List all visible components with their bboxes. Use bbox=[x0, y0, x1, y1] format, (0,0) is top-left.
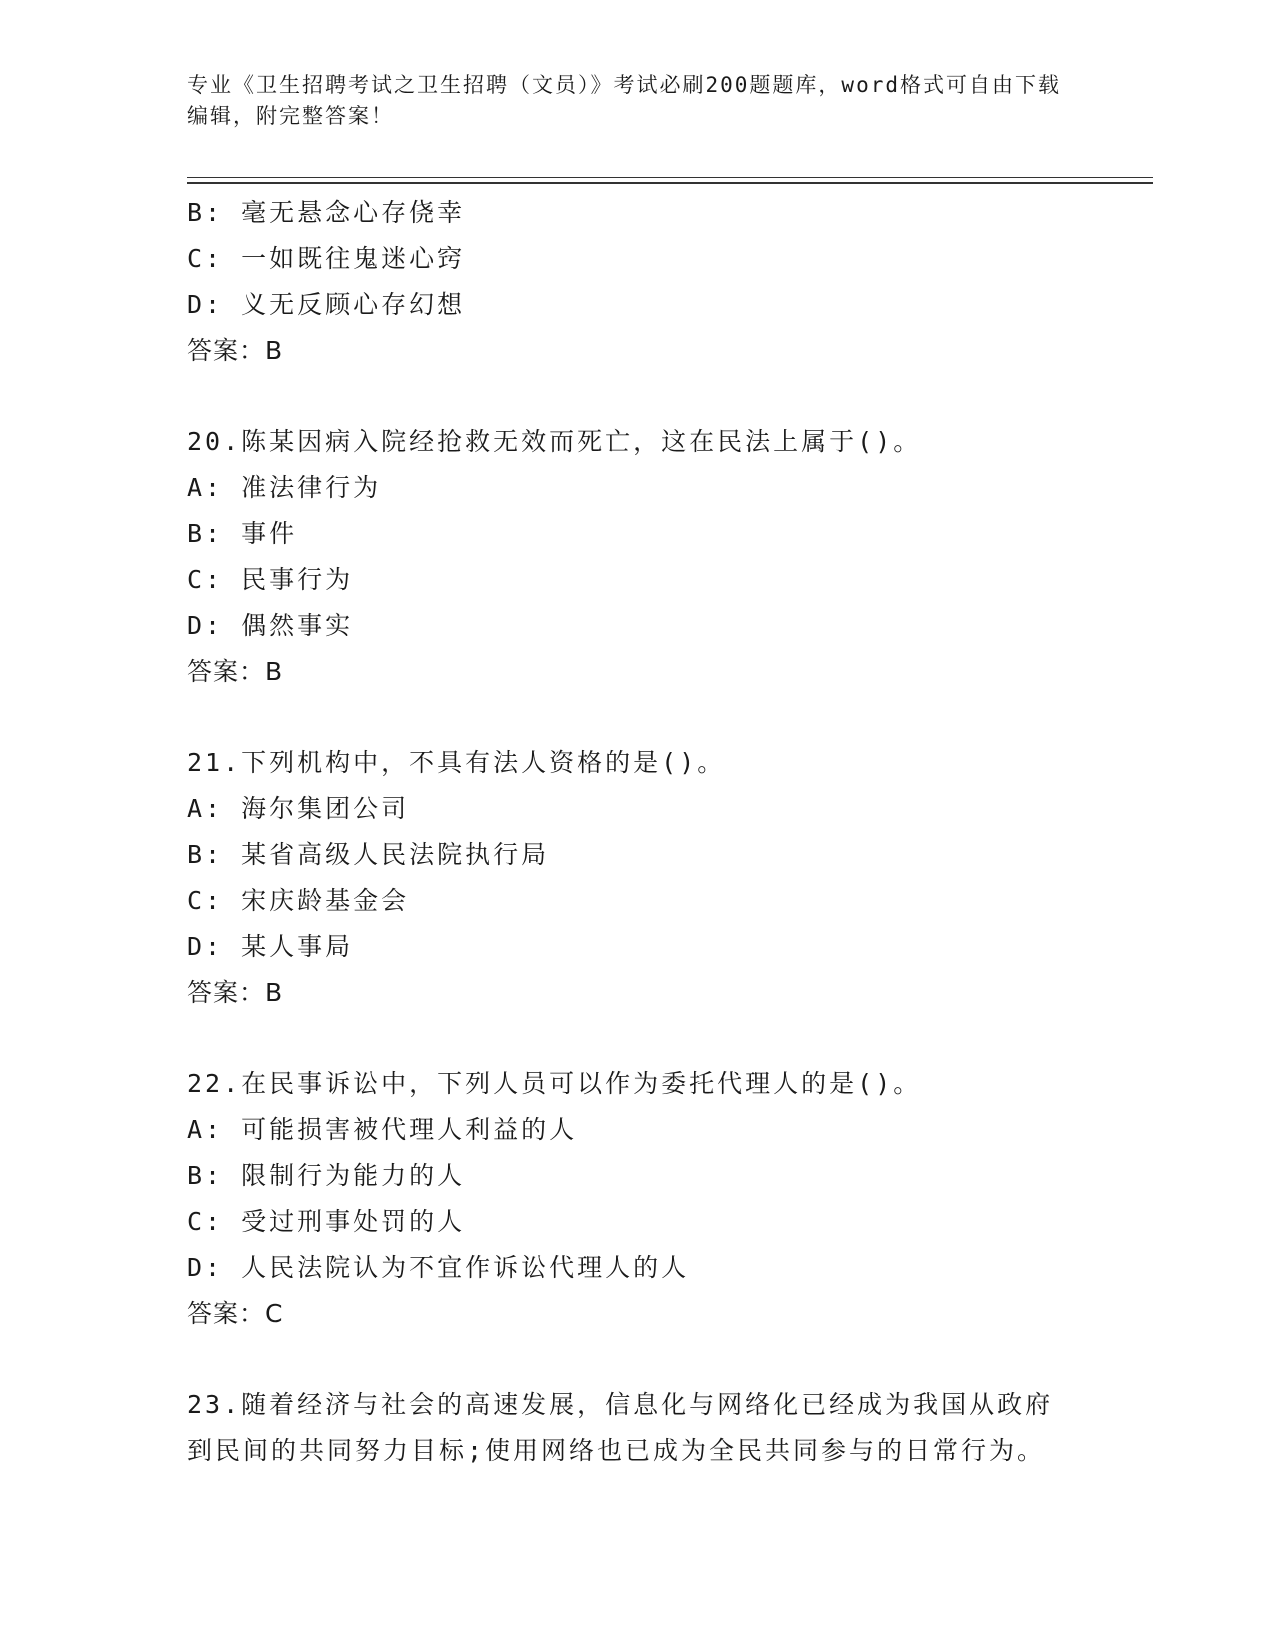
question-stem-line-1: 23.随着经济与社会的高速发展，信息化与网络化已经成为我国从政府 bbox=[187, 1390, 1054, 1419]
question-list bbox=[187, 190, 1153, 1474]
document-header: 专业《卫生招聘考试之卫生招聘（文员）》考试必刷200题题库，word格式可自由下载编辑，附完整答案！ bbox=[187, 73, 1061, 128]
question-21 bbox=[187, 740, 1153, 1016]
question-stem: 20.陈某因病入院经抢救无效而死亡，这在民法上属于()。 bbox=[187, 427, 922, 456]
answer-line: 答案：C bbox=[187, 1299, 284, 1328]
option-c: C: 民事行为 bbox=[187, 565, 354, 594]
answer-line: 答案：B bbox=[187, 978, 284, 1007]
option-d: D: 人民法院认为不宜作诉讼代理人的人 bbox=[187, 1253, 690, 1282]
question-19-continued bbox=[187, 190, 1153, 374]
header-divider-thick bbox=[187, 182, 1153, 184]
option-a: A: 海尔集团公司 bbox=[187, 794, 410, 823]
question-22 bbox=[187, 1061, 1153, 1337]
option-b: B: 某省高级人民法院执行局 bbox=[187, 840, 550, 869]
question-20 bbox=[187, 419, 1153, 695]
option-b: B: 毫无悬念心存侥幸 bbox=[187, 198, 466, 227]
answer-line: 答案：B bbox=[187, 336, 284, 365]
option-d: D: 义无反顾心存幻想 bbox=[187, 290, 466, 319]
option-b: B: 限制行为能力的人 bbox=[187, 1161, 466, 1190]
question-23 bbox=[187, 1382, 1153, 1474]
option-d: D: 偶然事实 bbox=[187, 611, 354, 640]
answer-line: 答案：B bbox=[187, 657, 284, 686]
option-c: C: 一如既往鬼迷心窍 bbox=[187, 244, 466, 273]
option-a: A: 准法律行为 bbox=[187, 473, 382, 502]
option-b: B: 事件 bbox=[187, 519, 298, 548]
question-stem: 22.在民事诉讼中，下列人员可以作为委托代理人的是()。 bbox=[187, 1069, 922, 1098]
question-stem: 21.下列机构中，不具有法人资格的是()。 bbox=[187, 748, 726, 777]
option-c: C: 受过刑事处罚的人 bbox=[187, 1207, 466, 1236]
header-divider-thin bbox=[187, 177, 1153, 178]
question-stem-line-2: 到民间的共同努力目标;使用网络也已成为全民共同参与的日常行为。 bbox=[187, 1436, 1046, 1465]
option-c: C: 宋庆龄基金会 bbox=[187, 886, 410, 915]
option-d: D: 某人事局 bbox=[187, 932, 354, 961]
option-a: A: 可能损害被代理人利益的人 bbox=[187, 1115, 578, 1144]
